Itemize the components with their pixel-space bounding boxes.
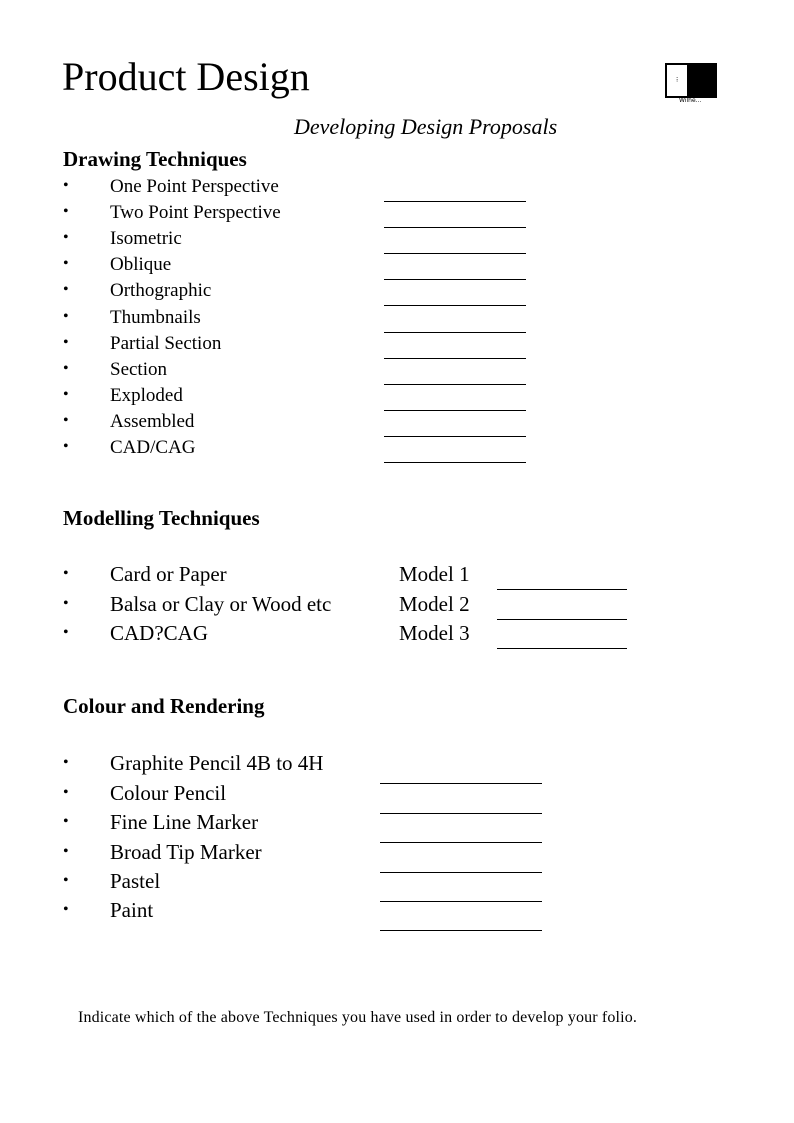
- item-label: Orthographic: [110, 280, 212, 301]
- bullet-icon: •: [63, 177, 69, 194]
- bullet-icon: •: [63, 412, 69, 429]
- answer-blank-line[interactable]: [497, 648, 627, 649]
- bullet-icon: •: [63, 360, 69, 377]
- item-label: One Point Perspective: [110, 176, 279, 197]
- item-label: CAD?CAG: [110, 621, 208, 645]
- bullet-icon: •: [63, 843, 69, 860]
- item-label: Thumbnails: [110, 307, 201, 328]
- answer-blank-line[interactable]: [384, 305, 526, 306]
- item-label: Assembled: [110, 411, 195, 432]
- answer-blank-line[interactable]: [380, 783, 542, 784]
- bullet-icon: •: [63, 229, 69, 246]
- answer-blank-line[interactable]: [384, 384, 526, 385]
- bullet-icon: •: [63, 334, 69, 351]
- item-label: Oblique: [110, 254, 172, 275]
- answer-blank-line[interactable]: [380, 813, 542, 814]
- item-label: Partial Section: [110, 333, 222, 354]
- bullet-icon: •: [63, 386, 69, 403]
- bullet-icon: •: [63, 901, 69, 918]
- page-title: Product Design: [62, 54, 310, 99]
- answer-blank-line[interactable]: [384, 201, 526, 202]
- answer-blank-line[interactable]: [380, 901, 542, 902]
- item-label: Balsa or Clay or Wood etc: [110, 592, 332, 616]
- item-label: Paint: [110, 898, 154, 922]
- item-label: Two Point Perspective: [110, 202, 281, 223]
- logo-mark-icon: ⁝: [676, 76, 679, 84]
- page-subtitle: Developing Design Proposals: [294, 114, 558, 139]
- bullet-icon: •: [63, 595, 69, 612]
- answer-blank-line[interactable]: [384, 332, 526, 333]
- item-label: Broad Tip Marker: [110, 840, 262, 864]
- bullet-icon: •: [63, 438, 69, 455]
- bullet-icon: •: [63, 203, 69, 220]
- bullet-icon: •: [63, 784, 69, 801]
- bullet-icon: •: [63, 813, 69, 830]
- bullet-icon: •: [63, 308, 69, 325]
- section-heading-drawing: Drawing Techniques: [63, 147, 247, 171]
- section-heading-colour: Colour and Rendering: [63, 694, 265, 718]
- answer-blank-line[interactable]: [384, 227, 526, 228]
- item-label: Isometric: [110, 228, 182, 249]
- model-label: Model 2: [399, 592, 470, 616]
- answer-blank-line[interactable]: [384, 358, 526, 359]
- item-label: CAD/CAG: [110, 437, 196, 458]
- answer-blank-line[interactable]: [497, 589, 627, 590]
- answer-blank-line[interactable]: [497, 619, 627, 620]
- answer-blank-line[interactable]: [380, 930, 542, 931]
- item-label: Fine Line Marker: [110, 810, 259, 834]
- answer-blank-line[interactable]: [384, 410, 526, 411]
- bullet-icon: •: [63, 624, 69, 641]
- footer-instruction: Indicate which of the above Techniques you have used in order to develop your folio.: [78, 1009, 638, 1026]
- model-label: Model 1: [399, 562, 470, 586]
- item-label: Section: [110, 359, 167, 380]
- answer-blank-line[interactable]: [384, 253, 526, 254]
- bullet-icon: •: [63, 565, 69, 582]
- section-heading-modelling: Modelling Techniques: [63, 506, 260, 530]
- logo-caption: Wilhe...: [679, 97, 702, 104]
- bullet-icon: •: [63, 872, 69, 889]
- answer-blank-line[interactable]: [384, 462, 526, 463]
- answer-blank-line[interactable]: [384, 436, 526, 437]
- item-label: Card or Paper: [110, 562, 227, 586]
- logo-white-panel: [667, 65, 687, 96]
- item-label: Graphite Pencil 4B to 4H: [110, 751, 324, 775]
- logo: [665, 63, 717, 98]
- bullet-icon: •: [63, 255, 69, 272]
- answer-blank-line[interactable]: [380, 842, 542, 843]
- item-label: Exploded: [110, 385, 183, 406]
- bullet-icon: •: [63, 281, 69, 298]
- model-label: Model 3: [399, 621, 470, 645]
- bullet-icon: •: [63, 754, 69, 771]
- item-label: Colour Pencil: [110, 781, 227, 805]
- answer-blank-line[interactable]: [380, 872, 542, 873]
- item-label: Pastel: [110, 869, 161, 893]
- answer-blank-line[interactable]: [384, 279, 526, 280]
